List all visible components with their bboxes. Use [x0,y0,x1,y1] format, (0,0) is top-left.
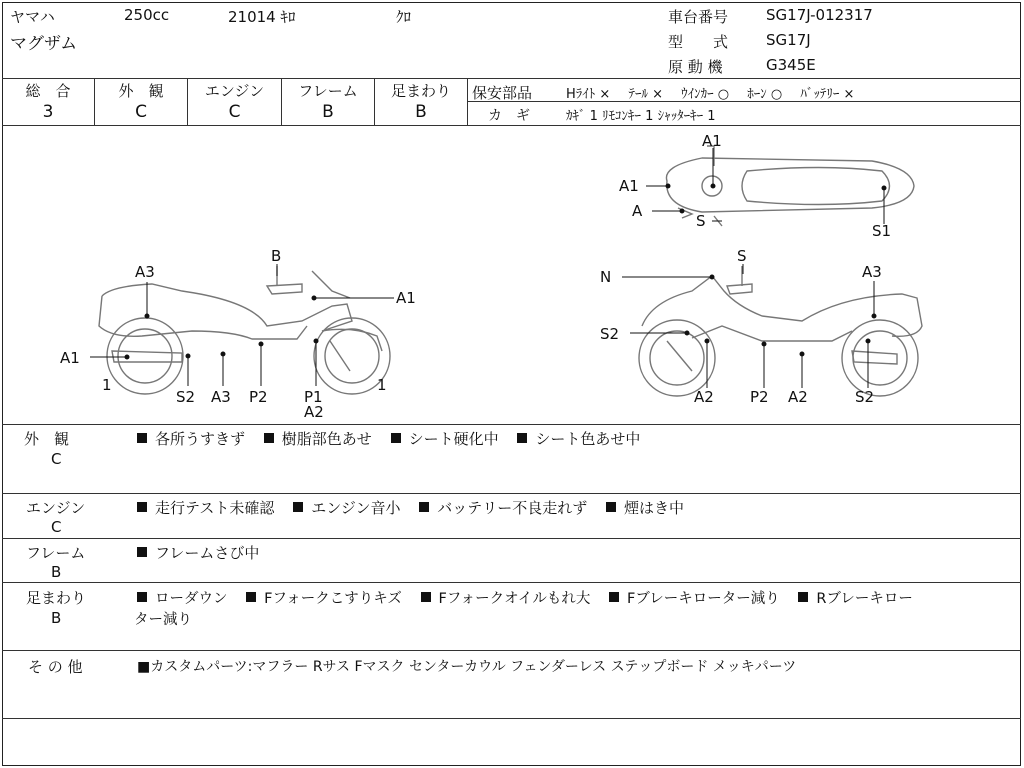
divider [2,718,1021,719]
bullet-icon [517,433,527,443]
bullet-icon [264,433,274,443]
divider [2,582,1021,583]
grade-total: 3 [42,102,54,122]
divider [2,78,1021,79]
mark-left-a3-low: A3 [211,388,231,406]
mark-top-s: S [696,212,706,230]
maker: ヤマハ [10,8,55,26]
note-frame-grade: B [51,563,62,581]
note-exterior-grade: C [51,450,62,468]
mark-top-a: A [632,202,643,220]
bullet-icon [137,502,147,512]
note-engine-grade: C [51,518,62,536]
note-suspension-grade: B [51,609,62,627]
color: ｸﾛ [396,8,412,26]
mark-top-a1-side: A1 [619,177,639,195]
mark-right-s2-rear: S2 [855,388,875,406]
engine-label: 原 動 機 [668,58,723,76]
bullet-icon [609,592,619,602]
mark-right-a2: A2 [694,388,714,406]
mark-left-1-rear: 1 [102,376,112,394]
safety-battery: ﾊﾞｯﾃﾘｰ × [800,87,855,102]
mark-left-a1-front: A1 [396,289,416,307]
engine-value: G345E [766,56,816,74]
bullet-icon [137,547,147,557]
grade-suspension-label: 足まわり [390,82,451,100]
displacement: 250cc [124,6,170,24]
note-frame-items: フレームさび中 [137,542,273,563]
divider [2,493,1021,494]
mileage: 21014 ｷﾛ [228,8,296,26]
grade-total-label: 総 合 [25,82,71,100]
mark-left-a3: A3 [135,263,155,281]
safety-horn: ﾎｰﾝ ○ [747,87,783,102]
mark-left-b: B [271,247,282,265]
grade-engine-label: エンジン [204,82,265,100]
note-exterior-items: 各所うすきず 樹脂部色あせ シート硬化中 シート色あせ中 [137,428,654,449]
mark-right-p2: P2 [750,388,769,406]
mark-right-n: N [600,268,612,286]
model-name: マグザム [10,34,78,54]
bullet-icon [419,502,429,512]
scooter-right-view [639,266,922,396]
mark-right-a2-rear: A2 [788,388,808,406]
mark-right-s2-front: S2 [600,325,620,343]
note-exterior-label: 外 観 [24,430,70,448]
grade-frame: B [322,102,334,122]
mark-top-a1: A1 [702,132,722,150]
divider [2,424,1021,425]
type-label: 型 式 [668,33,729,51]
mark-left-p2: P2 [249,388,268,406]
grade-frame-label: フレーム [298,82,358,100]
mark-right-s: S [737,247,747,265]
mark-left-1-front: 1 [377,376,387,394]
divider [2,538,1021,539]
scooter-left-view [99,266,390,394]
mark-left-s2: S2 [176,388,196,406]
safety-headlight: Hﾗｲﾄ × [566,87,611,102]
note-engine-label: エンジン [26,499,86,517]
note-frame-label: フレーム [26,544,86,562]
grade-exterior-label: 外 観 [118,82,164,100]
mark-left-p1: P1 [304,388,323,406]
divider [2,650,1021,651]
bullet-icon [421,592,431,602]
mark-left-a1-rear: A1 [60,349,80,367]
bullet-icon [606,502,616,512]
grade-suspension: B [415,102,427,122]
keys-label: カ ギ [488,108,530,124]
bullet-icon [137,592,147,602]
note-suspension-wrap: ター減り [134,612,192,628]
grade-engine: C [228,102,241,122]
mark-right-a3: A3 [862,263,882,281]
note-engine-items: 走行テスト未確認 エンジン音小 バッテリー不良走れず 煙はき中 [137,497,698,518]
mark-top-s1: S1 [872,222,892,240]
bullet-icon [391,433,401,443]
safety-winker: ｳｲﾝｶｰ ○ [681,87,730,102]
note-suspension-items: ローダウン Fフォークこすりキズ Fフォークオイルもれ大 Fブレーキローター減り Rブレーキロー [137,587,913,608]
bullet-icon [246,592,256,602]
bullet-icon [798,592,808,602]
note-suspension-label: 足まわり [26,589,87,607]
mark-left-a2: A2 [304,403,324,421]
frame-no: SG17J-012317 [766,6,873,24]
divider [467,78,468,125]
safety-label: 保安部品 [472,84,533,102]
bullet-icon [137,433,147,443]
safety-items [566,83,868,102]
bullet-icon [293,502,303,512]
damage-diagram [2,126,1021,424]
keys-value: ｶｷﾞ 1 ﾘﾓｺﾝｷｰ 1 ｼｬｯﾀｰｷｰ 1 [566,109,716,124]
type-value: SG17J [766,31,811,49]
safety-tail: ﾃｰﾙ × [628,87,663,102]
note-other-text: ■カスタムパーツ:マフラー Rサス Fマスク センターカウル フェンダーレス ステップボード メッキパーツ [137,659,797,675]
grade-exterior: C [135,102,147,122]
note-other-label: そ の 他 [28,658,83,676]
frame-no-label: 車台番号 [668,8,729,26]
